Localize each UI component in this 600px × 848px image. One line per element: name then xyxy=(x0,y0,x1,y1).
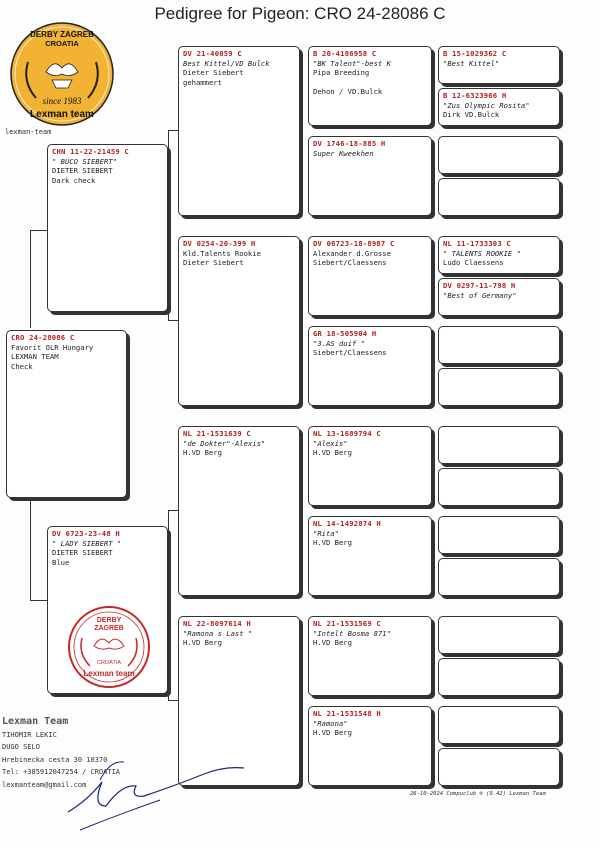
svg-text:CROATIA: CROATIA xyxy=(96,660,122,666)
ring-number: NL 11-1733303 C xyxy=(443,239,511,248)
subject-pigeon-card xyxy=(6,330,127,498)
info-line: H.VD Berg xyxy=(313,538,352,548)
gen4-card-empty xyxy=(438,178,560,216)
connector-line xyxy=(168,510,178,511)
print-info: 26-10-2024 Compuclub ® (9.42) Lexman Team xyxy=(410,791,546,797)
info-line: Dieter Siebert xyxy=(183,68,244,78)
info-line: "Zus Olympic Rosita" xyxy=(443,100,530,110)
ring-number: DV 0297-11-798 H xyxy=(443,281,516,290)
info-line: "Ramona s Last " xyxy=(183,628,253,638)
info-line: H.VD Berg xyxy=(313,728,352,738)
info-line: Dieter Siebert xyxy=(183,258,244,268)
ring-number: DV 6723-23-48 H xyxy=(52,529,120,538)
info-line: " BUCO SIEBERT" xyxy=(52,156,117,166)
info-line: " LADY SIEBERT " xyxy=(52,538,122,548)
info-line: H.VD Berg xyxy=(183,448,222,458)
breeder-address: Hrebinecka cesta 30 10370 xyxy=(2,755,108,764)
ring-number: DV 0254-20-399 H xyxy=(183,239,256,248)
connector-line xyxy=(30,230,48,231)
info-line: "Alexis" xyxy=(313,438,348,448)
gen4-card-empty xyxy=(438,136,560,174)
gen4-card-empty xyxy=(438,468,560,506)
info-line: Favorit OLR Hungary xyxy=(11,342,94,352)
gen3-card xyxy=(308,326,432,406)
gen3-card xyxy=(308,706,432,786)
ring-number: NL 21-1531548 H xyxy=(313,709,381,718)
info-line: DIETER SIEBERT xyxy=(52,166,113,176)
connector-line xyxy=(30,600,48,601)
gen2-card xyxy=(178,236,300,406)
gen2-card xyxy=(178,426,300,596)
svg-text:Lexman team: Lexman team xyxy=(30,109,94,120)
breeder-city: DUGO SELO xyxy=(2,743,40,751)
info-line: "Rita" xyxy=(313,528,339,538)
connector-line xyxy=(168,700,178,701)
ring-number: NL 21-1531569 C xyxy=(313,619,381,628)
ring-number: CHN 11-22-21459 C xyxy=(52,147,129,156)
ring-number: NL 14-1492874 H xyxy=(313,519,381,528)
svg-text:Lexman team: Lexman team xyxy=(83,669,135,678)
svg-text:ZAGREB: ZAGREB xyxy=(94,625,124,632)
ring-number: NL 13-1689794 C xyxy=(313,429,381,438)
info-line: Dark check xyxy=(52,175,96,185)
ring-number: B 12-6323966 H xyxy=(443,91,507,100)
gen4-card-empty xyxy=(438,658,560,696)
info-line: "BK Talent"-best K xyxy=(313,58,391,68)
connector-line xyxy=(30,230,31,328)
info-line: Kld.Talents Rookie xyxy=(183,248,261,258)
info-line: DIETER SIEBERT xyxy=(52,548,113,558)
gen3-card xyxy=(308,516,432,596)
page-title: Pedigree for Pigeon: CRO 24-28086 C xyxy=(154,4,446,23)
info-line: H.VD Berg xyxy=(313,448,352,458)
gen4-card-empty xyxy=(438,706,560,744)
gen4-card-empty xyxy=(438,748,560,786)
gen3-card xyxy=(308,616,432,696)
gen4-card-empty xyxy=(438,616,560,654)
breeder-email: lexmanteam@gmail.com xyxy=(2,780,87,789)
info-line: Check xyxy=(11,361,33,371)
gen4-card xyxy=(438,46,560,84)
ring-number: NL 22-8097614 H xyxy=(183,619,251,628)
connector-line xyxy=(168,320,178,321)
handwritten-signature xyxy=(60,750,250,840)
info-line: Pipa Breeding xyxy=(313,68,370,78)
info-line: Siebert/Claessens xyxy=(313,258,387,268)
info-line: "3.AS duif " xyxy=(313,338,365,348)
info-line: gehammert xyxy=(183,77,222,87)
info-line: Dehon / VD.Bulck xyxy=(313,87,383,97)
connector-line xyxy=(168,510,169,700)
info-line: H.VD Berg xyxy=(183,638,222,648)
ring-number: NL 21-1531639 C xyxy=(183,429,251,438)
breeder-name: TIHOMIR LEKIC xyxy=(2,730,57,739)
info-line: "Intelt Bosma 871" xyxy=(313,628,391,638)
connector-line xyxy=(168,130,178,131)
ring-number: GR 18-505904 H xyxy=(313,329,377,338)
info-line: "Ramona" xyxy=(313,718,348,728)
gen2-card xyxy=(178,46,300,216)
gen4-card-empty xyxy=(438,558,560,596)
gen4-card-empty xyxy=(438,326,560,364)
info-line xyxy=(313,78,427,88)
info-line: " TALENTS ROOKIE " xyxy=(443,248,521,258)
info-line: Super Kweekhen xyxy=(313,148,374,158)
sire-card xyxy=(47,144,168,312)
lexman-team-stamp xyxy=(64,604,154,690)
ring-number: B 20-4186958 C xyxy=(313,49,377,58)
info-line: Alexander d.Grosse xyxy=(313,248,391,258)
svg-text:DERBY ZAGREB: DERBY ZAGREB xyxy=(30,30,94,39)
svg-text:DERBY: DERBY xyxy=(96,617,122,624)
gen4-card-empty xyxy=(438,516,560,554)
ring-number: B 15-1029362 C xyxy=(443,49,507,58)
ring-number: DV 06723-18-8987 C xyxy=(313,239,395,248)
derby-zagreb-logo xyxy=(6,22,118,128)
team-name: Lexman Team xyxy=(2,716,69,727)
gen4-card-empty xyxy=(438,426,560,464)
breeder-phone: Tel: +385912047254 / CROATIA xyxy=(2,768,121,776)
info-line: Blue xyxy=(52,557,70,567)
gen3-card xyxy=(308,236,432,316)
gen3-card xyxy=(308,426,432,506)
ring-number: DV 1746-18-885 H xyxy=(313,139,386,148)
info-line: Best Kittel/VD Bulck xyxy=(183,58,270,68)
info-line: "Best of Germany" xyxy=(443,290,517,300)
svg-text:CROATIA: CROATIA xyxy=(45,39,79,48)
ring-number: DV 21-40059 C xyxy=(183,49,242,58)
info-line: Dirk VD.Bulck xyxy=(443,110,500,120)
gen3-card xyxy=(308,46,432,126)
info-line: "Best Kittel" xyxy=(443,58,500,68)
info-line: LEXMAN TEAM xyxy=(11,352,59,362)
gen4-card xyxy=(438,88,560,126)
info-line: Ludo Claessens xyxy=(443,258,504,268)
connector-line xyxy=(168,130,169,320)
gen4-card-empty xyxy=(438,368,560,406)
info-line: "de Dokter"-Alexis" xyxy=(183,438,266,448)
logo-handle: lexman-team xyxy=(5,128,52,136)
info-line: H.VD Berg xyxy=(313,638,352,648)
gen4-card xyxy=(438,236,560,274)
ring-number: CRO 24-28086 C xyxy=(11,333,75,342)
gen3-card xyxy=(308,136,432,216)
connector-line xyxy=(30,500,31,600)
svg-text:since 1983: since 1983 xyxy=(42,96,82,106)
info-line: Siebert/Claessens xyxy=(313,348,387,358)
gen4-card xyxy=(438,278,560,316)
